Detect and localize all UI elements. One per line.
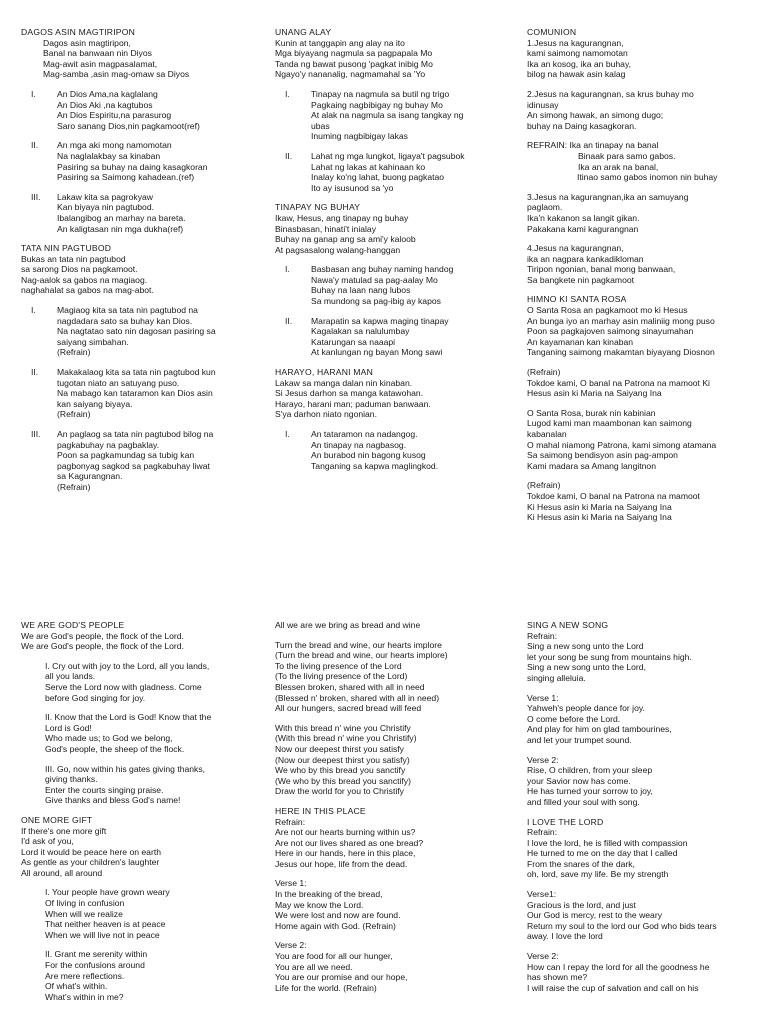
song-block [527, 951, 763, 993]
lyric-line: Of what's within. [45, 981, 108, 992]
lyric-line: nagdadara sato sa buhay kan Dios. [57, 315, 193, 326]
lyric-line: Kagalakan sa nalulumbay [311, 326, 410, 337]
lyric-line: If there's one more gift [21, 825, 107, 836]
song-block [21, 27, 257, 80]
lyric-line: III. Go, now within his gates giving thanks, [45, 763, 206, 774]
song-block [21, 367, 257, 420]
verse-body [311, 429, 511, 471]
lyric-line: We are God's people, the flock of the Lord. [21, 630, 184, 641]
lyric-line: saiyang simbahan. [57, 336, 129, 347]
lyric-line: Ito ay isusunod sa 'yo [311, 182, 394, 193]
lyric-line: Tokdoe kami, O banal na Patrona na mamoot Ki [527, 377, 710, 388]
lyric-line: Makakalaog kita sa tata nin pagtubod kun [57, 367, 216, 378]
lyric-line: Now our deepest thirst you satisfy [275, 743, 404, 754]
lyric-line: Yahweh's people dance for joy. [527, 703, 645, 714]
lyric-line: Buhay na laan nang lubos [311, 285, 411, 296]
lyric-line: pagkabuhay na pagbaklay. [57, 439, 160, 450]
lyric-line: (Refrain) [527, 367, 561, 378]
lyric-line: Sa saimong bendisyon asin pag-ampon [527, 450, 678, 461]
song-block [527, 243, 763, 285]
verse-body [57, 140, 257, 182]
lyric-line: And play for him on glad tambourines, [527, 724, 672, 735]
lyric-line: Who made us; to God we belong, [45, 733, 173, 744]
lyric-line: Are not our hearts burning within us? [275, 827, 416, 838]
lyric-line: How can I repay the lord for all the goodness he [527, 961, 710, 972]
lyric-line: What's within in me? [45, 991, 124, 1002]
lyric-line: ika an nagpara kankadikloman [527, 253, 644, 264]
lyric-line: Rise, O children, from your sleep [527, 765, 653, 776]
song-block [527, 889, 763, 942]
lyric-line: Hesus asin ki Maria na Saiyang Ina [527, 388, 662, 399]
song-block [275, 367, 511, 420]
lyric-line: Lord it would be peace here on earth [21, 846, 161, 857]
lyric-line: before God singing for joy. [45, 692, 146, 703]
lyric-line: An Dios Ama,na kaglalang [57, 88, 158, 99]
song-title: TATA NIN PAGTUBOD [21, 243, 112, 254]
column-1-bottom [21, 620, 257, 1011]
lyric-line: Poon sa pagkajoven saimong sinayumahan [527, 326, 694, 337]
lyric-line: Pagkaing nagbibigay ng buhay Mo [311, 99, 443, 110]
song-title: DAGOS ASIN MAGTIRIPON [21, 27, 136, 37]
lyric-line: All our hungers, sacred bread will feed [275, 703, 422, 714]
lyric-line: singing alleluia. [527, 672, 586, 683]
song-block [21, 949, 257, 1002]
lyric-line: Mag-samba ,asin mag-omaw sa Diyos [43, 69, 190, 80]
lyric-line: Ika'n kakanon sa langit gikan. [527, 212, 640, 223]
lyric-line: Lugod kami man maambonan kan saimong [527, 418, 692, 429]
lyric-line: and filled your soul with song. [527, 796, 640, 807]
verse-body [311, 151, 511, 193]
lyric-line: Ki Hesus asin ki Maria na Saiyang Ina [527, 501, 672, 512]
verse-number: II. [285, 315, 293, 326]
lyric-line: Lakaw sa manga dalan nin kinaban. [275, 377, 413, 388]
lyric-line: Pakakana kami kagurangnan [527, 223, 639, 234]
lyric-line: II. Grant me serenity within [45, 949, 148, 960]
song-title: HERE IN THIS PLACE [275, 805, 366, 816]
lyric-line: Dagos asin magtiripon, [43, 37, 131, 48]
lyric-line: Refrain: [275, 816, 306, 827]
lyric-line: An mga aki mong namomotan [57, 140, 172, 151]
lyric-line: Sa bangkete nin pagkamoot [527, 274, 635, 285]
lyric-line: Itinao samo gabos inomon nin buhay [577, 172, 718, 183]
lyric-line: Return my soul to the lord our God who bids tears [527, 920, 717, 931]
lyric-line: O come before the Lord. [527, 713, 621, 724]
lyric-line: Ibalangibog an marhay na bareta. [57, 212, 186, 223]
song-block [275, 806, 511, 870]
verse-number: II. [31, 140, 39, 151]
lyric-line: I love the lord, he is filled with compassion [527, 837, 688, 848]
verse-number: I. [285, 88, 290, 99]
lyric-line: Ika an arak na banal, [578, 161, 659, 172]
lyric-line: Are not our lives shared as one bread? [275, 837, 424, 848]
verse-number: I. [285, 264, 290, 275]
lyric-line: Tinapay na nagmula sa butil ng trigo [311, 88, 450, 99]
song-title: WE ARE GOD'S PEOPLE [21, 620, 125, 630]
song-block [21, 305, 257, 358]
lyric-line: buhay na Daing kasagkoran. [527, 120, 637, 131]
lyric-line: Tokdoe kami, O banal na Patrona na mamoot [527, 490, 700, 501]
lyric-line: away. I love the lord [527, 931, 603, 942]
verse [21, 140, 257, 182]
song-block [21, 140, 257, 182]
lyric-line: (Refrain) [57, 409, 91, 420]
lyric-line: An kaligtasan nin mga dukha(ref) [57, 223, 184, 234]
lyric-line: I. Cry out with joy to the Lord, all you lands, [45, 660, 210, 671]
lyric-line: That neither heaven is at peace [45, 919, 166, 930]
lyric-line: Poon sa pagkamundag sa tubig kan [57, 450, 195, 461]
lyric-line: (We who by this bread you sanctify) [275, 775, 411, 786]
lyric-line: As gentle as your children's laughter [21, 857, 160, 868]
verse-body [311, 264, 511, 306]
lyric-line: An burabod nin bagong kusog [311, 450, 426, 461]
song-block [527, 408, 763, 472]
verse-number: II. [31, 367, 39, 378]
song-block [527, 192, 763, 234]
lyric-line: Sing a new song unto the Lord [527, 641, 644, 652]
lyric-line: Ikaw, Hesus, ang tinapay ng buhay [275, 212, 409, 223]
lyric-line: Na mabago kan tataramon kan Dios asin [57, 388, 213, 399]
lyric-line: kan saiyang biyaya. [57, 398, 133, 409]
verse-body [311, 316, 511, 358]
lyric-line: Lakaw kita sa pagrokyaw [57, 191, 154, 202]
lyric-line: Verse 2: [527, 951, 559, 962]
lyric-line: has shown me? [527, 972, 588, 983]
lyric-line: sa Kagurangnan. [57, 471, 123, 482]
lyric-line: Enter the courts singing praise. [45, 784, 164, 795]
lyric-line: Basbasan ang buhay naming handog [311, 264, 454, 275]
lyric-line: Verse 1: [275, 878, 307, 889]
lyric-line: Blessen broken, shared with all in need [275, 681, 425, 692]
song-block [275, 723, 511, 797]
song-block [527, 755, 763, 808]
song-block [527, 27, 763, 80]
lyric-line: Tanda ng bawat pusong 'pagkat inibig Mo [275, 58, 433, 69]
lyric-line: He turned to me on the day that I called [527, 848, 678, 859]
lyric-line: Tanganing saimong makamtan biyayang Diosnon [527, 347, 715, 358]
lyric-line: (Now our deepest thirst you satisfy) [275, 754, 410, 765]
lyric-line: idinusay [527, 99, 559, 110]
lyric-line: An tataramon na nadangog. [311, 429, 418, 439]
lyric-line: All we are we bring as bread and wine [275, 620, 421, 630]
verse [21, 305, 257, 358]
lyric-line: An simong hawak, an simong dugo; [527, 110, 664, 121]
lyric-line: bilog na hawak asin kalag [527, 69, 626, 80]
lyric-line: oh, lord, save my life. Be my strength [527, 869, 669, 880]
lyric-line: At pagsasalong walang-hanggan [275, 244, 401, 255]
lyric-line: (Refrain) [57, 481, 91, 492]
lyric-line: Tanganing sa kapwa maglingkod. [311, 460, 439, 471]
verse [275, 89, 511, 142]
song-block [21, 429, 257, 493]
song-block [21, 620, 257, 652]
song-title: SING A NEW SONG [527, 620, 609, 630]
lyric-line: Lahat ng mga lungkot, ligaya't pagsubok [311, 150, 465, 161]
lyric-line: I. Your people have grown weary [45, 887, 170, 898]
lyric-line: All around, all around [21, 867, 103, 878]
lyric-line: Sa mundong sa pag-ibig ay kapos [311, 296, 441, 307]
song-title: HIMNO KI SANTA ROSA [527, 294, 627, 305]
lyric-line: Kunin at tanggapin ang alay na ito [275, 37, 405, 48]
song-block [527, 367, 763, 399]
lyric-line: Lahat ng lakas at kahinaan ko [311, 161, 426, 172]
lyric-line: Si Jesus darhon sa manga katawohan. [275, 388, 424, 399]
verse [275, 316, 511, 358]
lyric-line: Verse 1: [527, 692, 559, 703]
lyric-line: An Dios Espiritu,na parasurog [57, 110, 172, 121]
lyric-line: tugotan niato an satuyang puso. [57, 377, 180, 388]
song-title: HARAYO, HARANI MAN [275, 367, 373, 378]
song-block [275, 264, 511, 306]
lyric-line: sa sarong Dios na pagkamoot. [21, 264, 138, 275]
lyric-line: Mag-awit asin magpasalamat, [43, 58, 158, 69]
lyric-line: 4.Jesus na kagurangnan, [527, 243, 624, 254]
lyric-line: Serve the Lord now with gladness. Come [45, 681, 202, 692]
lyric-line: Magiaog kita sa tata nin pagtubod na [57, 305, 198, 316]
song-block [275, 316, 511, 358]
lyric-line: Marapatin sa kapwa maging tinapay [311, 315, 449, 326]
verse [21, 429, 257, 493]
lyric-line: Banal na banwaan nin Diyos [43, 48, 152, 59]
lyric-line: Verse 2: [527, 754, 559, 765]
lyric-line: Sing a new song unto the Lord, [527, 662, 646, 673]
verse-body [311, 89, 511, 142]
song-block [275, 620, 511, 631]
verse [21, 89, 257, 131]
song-title: TINAPAY NG BUHAY [275, 202, 361, 213]
verse [275, 151, 511, 193]
lyric-line: Pasiring sa buhay na daing kasagkoran [57, 161, 208, 172]
song-block [275, 940, 511, 993]
lyric-line: He has turned your sorrow to joy, [527, 786, 653, 797]
column-2-bottom [275, 620, 511, 1002]
lyric-line: S'ya darhon niato ngonian. [275, 409, 377, 420]
lyric-line: To the living presence of the Lord [275, 660, 402, 671]
verse-number: II. [285, 150, 293, 161]
lyric-line: O Santa Rosa, burak nin kabinian [527, 407, 656, 418]
lyric-line: Refrain: [527, 827, 558, 838]
verse-body [57, 305, 257, 358]
lyric-line: Saro sanang Dios,nin pagkamoot(ref) [57, 120, 200, 131]
lyric-line: Verse 2: [275, 940, 307, 951]
lyric-line: Life for the world. (Refrain) [275, 982, 377, 993]
lyric-line: An kayamanan kan kinaban [527, 336, 634, 347]
lyric-line: kami saimong namomotan [527, 48, 628, 59]
lyric-line: An paglaog sa tata nin pagtubod bilog na [57, 429, 214, 439]
song-block [21, 661, 257, 703]
lyric-line: When we will live not in peace [45, 929, 160, 940]
lyric-line: Ki Hesus asin ki Maria na Saiyang Ina [527, 512, 672, 523]
lyric-line: 2.Jesus na kagurangnan, sa krus buhay mo [527, 88, 694, 99]
lyric-line: Buhay na ganap ang sa ami'y kaloob [275, 234, 416, 245]
lyric-line: Lord is God! [45, 722, 92, 733]
verse-number: I. [285, 429, 290, 439]
lyric-line: At alak na nagmula sa isang tangkay ng [311, 110, 464, 121]
song-block [275, 89, 511, 142]
song-block [21, 815, 257, 879]
song-block [21, 887, 257, 940]
lyric-line: We who by this bread you sanctify [275, 765, 406, 776]
lyric-line: Are mere reflections. [45, 970, 125, 981]
lyric-line: An bunga iyo an marhay asin maliniig mong puso [527, 315, 715, 326]
lyric-line: Inalay ko'ng lahat, buong pagkatao [311, 172, 445, 183]
lyric-line: We were lost and now are found. [275, 910, 401, 921]
lyric-line: (Blessed n' broken, shared with all in need) [275, 692, 440, 703]
lyric-line: An tinapay na nagbasog. [311, 439, 407, 450]
lyric-line: When will we realize [45, 908, 123, 919]
lyric-line: Give thanks and bless God's name! [45, 795, 181, 806]
lyric-line: We are God's people, the flock of the Lord. [21, 641, 184, 652]
verse-number: III. [31, 429, 41, 439]
lyric-line: Na nagtatao sato nin dagosan pasiring sa [57, 326, 216, 337]
lyric-line: 1.Jesus na kagurangnan, [527, 37, 624, 48]
lyric-line: You are food for all our hunger, [275, 951, 393, 962]
lyric-line: You are our promise and our hope, [275, 972, 408, 983]
song-block [21, 712, 257, 754]
lyric-line: An Dios Aki ,na kagtubos [57, 99, 153, 110]
lyric-line: let your song be sung from mountains high. [527, 651, 692, 662]
lyric-line: Mga biyayang nagmula sa pagpapala Mo [275, 48, 433, 59]
lyric-line: Ika an tinapay na banal [569, 140, 659, 151]
verse-body [57, 367, 257, 420]
column-3-bottom [527, 620, 763, 1002]
lyric-line: 3.Jesus na kagurangnan,ika an samuyang [527, 191, 689, 202]
column-1-top [21, 27, 257, 502]
lyric-line: In the breaking of the bread, [275, 889, 383, 900]
lyric-line: giving thanks. [45, 774, 98, 785]
song-block [275, 151, 511, 193]
lyric-line: You are all we need. [275, 961, 353, 972]
lyric-line: O mahal niamong Patrona, kami simong atamana [527, 439, 717, 450]
verse [275, 429, 511, 471]
song-block [21, 764, 257, 806]
lyric-line: Gracious is the lord, and just [527, 899, 636, 910]
lyric-line: I'd ask of you, [21, 836, 74, 847]
verse-number: III. [31, 191, 41, 202]
lyric-line: (Refrain) [57, 347, 91, 358]
song-block [275, 429, 511, 471]
lyric-line: May we know the Lord. [275, 899, 364, 910]
lyric-line: Kami madara sa Amang langitnon [527, 460, 656, 471]
lyric-line: Nag-aalok sa gabos na magiaog. [21, 274, 148, 285]
lyric-line: From the snares of the dark, [527, 858, 635, 869]
lyric-line: naghahalat sa gabos na mag-abot. [21, 285, 154, 296]
song-title: COMUNION [527, 27, 577, 37]
lyric-line: Home again with God. (Refrain) [275, 920, 396, 931]
verse [275, 264, 511, 306]
lyric-line: Inuming nagbibigay lakas [311, 131, 408, 142]
lyric-line: Ika an kosog, ika an buhay, [527, 58, 631, 69]
lyric-line: (Refrain) [527, 480, 561, 491]
lyric-line: Ngayo'y nananalig, nagmamahal sa 'Yo [275, 69, 426, 80]
lyric-line: II. Know that the Lord is God! Know that the [45, 712, 212, 723]
lyric-line: Bukas an tata nin pagtubod [21, 253, 126, 264]
refrain-label: REFRAIN: [527, 140, 568, 151]
song-block [527, 89, 763, 131]
song-block [275, 640, 511, 714]
refrain-line [527, 140, 763, 151]
lyric-line: your Savior now has come. [527, 775, 631, 786]
song-block [275, 27, 511, 80]
song-block [527, 294, 763, 358]
lyric-line: Refrain: [527, 630, 558, 641]
lyric-line: Jesus our hope, life from the dead. [275, 858, 408, 869]
lyric-line: kabanalan [527, 429, 567, 439]
song-block [527, 140, 763, 182]
column-3-top [527, 27, 763, 532]
lyric-line: Of living in confusion [45, 898, 125, 909]
lyric-line: ubas [311, 120, 330, 131]
song-block [21, 192, 257, 234]
song-block [527, 693, 763, 746]
verse-number: I. [31, 88, 36, 99]
song-title: UNANG ALAY [275, 27, 332, 37]
song-block [21, 243, 257, 296]
lyric-line: Draw the world for you to Christify [275, 786, 404, 797]
lyric-line: Turn the bread and wine, our hearts implore [275, 639, 442, 650]
lyric-line: Binaak para samo gabos. [578, 150, 676, 161]
lyric-line: paglaom. [527, 202, 563, 213]
verse-body [57, 192, 257, 234]
lyric-line: Katarungan sa naaapi [311, 336, 396, 347]
song-block [275, 878, 511, 931]
verse-number: I. [31, 305, 36, 316]
lyric-line: Our God is mercy, rest to the weary [527, 910, 662, 921]
song-block [527, 620, 763, 684]
lyric-line: Verse1: [527, 889, 557, 900]
song-title: ONE MORE GIFT [21, 814, 93, 825]
lyric-line: Pasiring sa Saimong kahadean.(ref) [57, 172, 195, 183]
lyric-line: Tiripon ngonian, banal mong banwaan, [527, 264, 676, 275]
song-title: I LOVE THE LORD [527, 816, 604, 827]
verse [21, 192, 257, 234]
lyric-line: (To the living presence of the Lord) [275, 671, 408, 682]
lyric-line: Nawa'y matulad sa pag-aalay Mo [311, 274, 438, 285]
lyric-line: God's people, the sheep of the flock. [45, 743, 185, 754]
verse-body [57, 429, 257, 493]
lyric-line: Binasbasan, hinati't inialay [275, 223, 377, 234]
song-block [21, 89, 257, 131]
lyric-line: At kanlungan ng bayan Mong sawi [311, 347, 443, 358]
lyric-line: (Turn the bread and wine, our hearts implore) [275, 650, 448, 661]
lyric-line: Harayo, harani man; paduman banwaan. [275, 398, 431, 409]
lyric-line: I will raise the cup of salvation and call on his [527, 982, 699, 993]
lyric-line: With this bread n' wine you Christify [275, 722, 411, 733]
lyric-line: Na naglalakbay sa kinaban [57, 150, 161, 161]
song-block [527, 817, 763, 881]
verse-body [57, 89, 257, 131]
song-block [527, 480, 763, 522]
column-2-top [275, 27, 511, 480]
lyric-line: and let your trumpet sound. [527, 734, 632, 745]
lyric-line: Kan biyaya nin pagtubod. [57, 202, 154, 213]
lyric-line: For the confusions around [45, 960, 145, 971]
verse [21, 367, 257, 420]
lyric-line: (With this bread n' wine you Christify) [275, 733, 417, 744]
lyric-line: all you lands. [45, 671, 96, 682]
lyric-line: pagbonyag sagkod sa pagkabuhay liwat [57, 460, 210, 471]
song-block [275, 202, 511, 255]
lyric-line: Here in our hands, here in this place, [275, 848, 416, 859]
lyric-line: O Santa Rosa an pagkamoot mo ki Hesus [527, 305, 688, 316]
